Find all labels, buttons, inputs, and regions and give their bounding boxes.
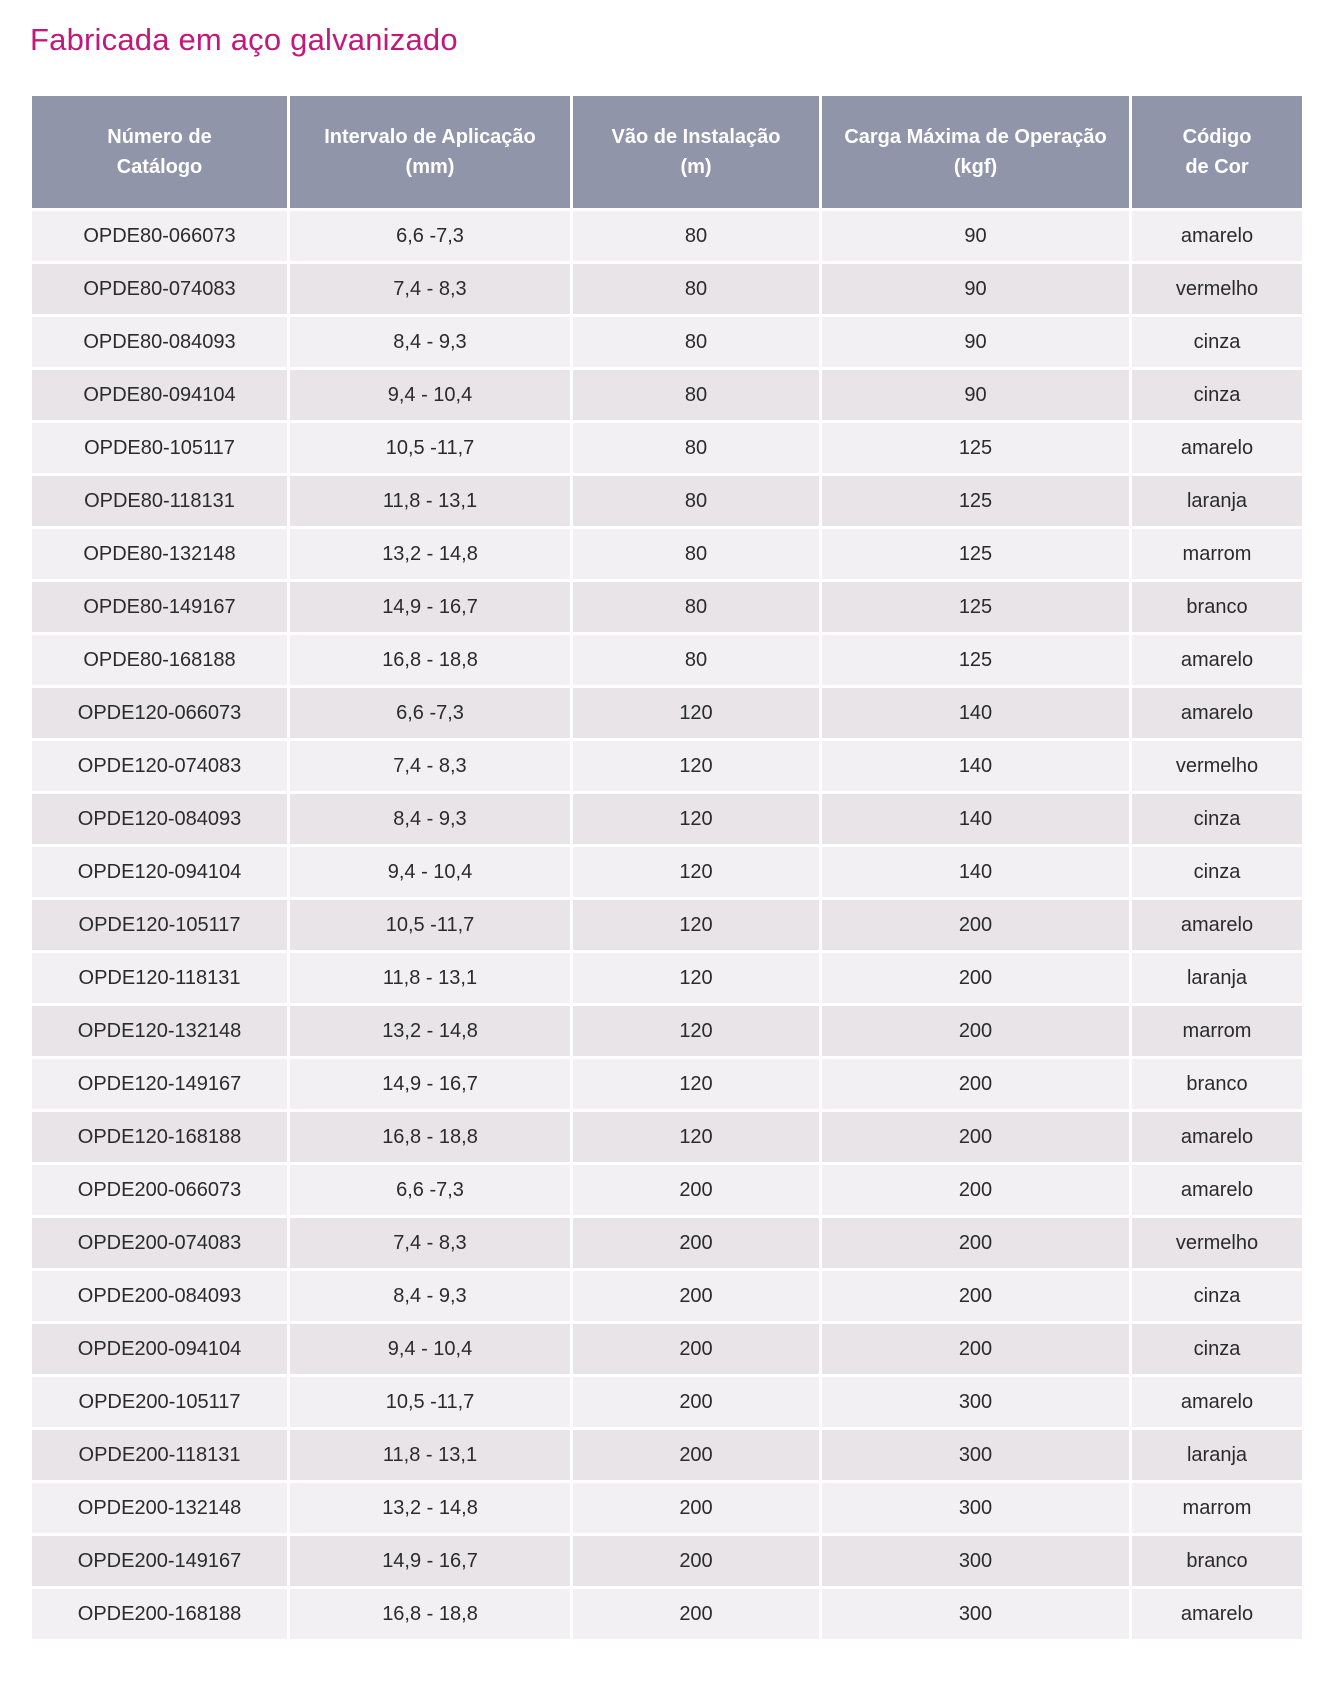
color-code-cell: amarelo — [1132, 635, 1302, 685]
installation-span-cell: 120 — [573, 741, 819, 791]
color-code-cell: amarelo — [1132, 423, 1302, 473]
color-code-cell: laranja — [1132, 476, 1302, 526]
color-code-cell: branco — [1132, 1059, 1302, 1109]
header-label-line: (mm) — [405, 156, 455, 178]
color-code-cell: cinza — [1132, 317, 1302, 367]
installation-span-cell: 120 — [573, 953, 819, 1003]
installation-span-cell: 80 — [573, 317, 819, 367]
max-load-cell: 300 — [822, 1483, 1129, 1533]
max-load-cell: 200 — [822, 1112, 1129, 1162]
max-load-cell: 140 — [822, 688, 1129, 738]
table-row — [32, 1377, 1302, 1427]
spec-table — [29, 93, 1305, 1642]
color-code-cell: branco — [1132, 582, 1302, 632]
installation-span-cell: 200 — [573, 1483, 819, 1533]
color-code-cell: laranja — [1132, 1430, 1302, 1480]
header-label-line: Número de — [107, 126, 212, 148]
max-load-cell: 90 — [822, 264, 1129, 314]
installation-span-cell: 80 — [573, 211, 819, 261]
installation-span-cell: 120 — [573, 688, 819, 738]
catalog-number-cell: OPDE80-074083 — [32, 264, 287, 314]
max-load-cell: 200 — [822, 900, 1129, 950]
header-label-line: Catálogo — [116, 156, 203, 178]
table-row — [32, 1324, 1302, 1374]
table-row — [32, 317, 1302, 367]
table-row — [32, 264, 1302, 314]
max-load-cell: 300 — [822, 1589, 1129, 1639]
color-code-cell: amarelo — [1132, 1589, 1302, 1639]
table-row — [32, 953, 1302, 1003]
color-code-cell: cinza — [1132, 370, 1302, 420]
catalog-number-cell: OPDE80-094104 — [32, 370, 287, 420]
catalog-number-cell: OPDE200-105117 — [32, 1377, 287, 1427]
max-load-cell: 90 — [822, 211, 1129, 261]
max-load-cell: 200 — [822, 1271, 1129, 1321]
catalog-number-cell: OPDE200-118131 — [32, 1430, 287, 1480]
catalog-number-cell: OPDE80-149167 — [32, 582, 287, 632]
max-load-cell: 140 — [822, 794, 1129, 844]
application-range-cell: 14,9 - 16,7 — [290, 1536, 570, 1586]
catalog-number-cell: OPDE200-168188 — [32, 1589, 287, 1639]
catalog-number-cell: OPDE120-066073 — [32, 688, 287, 738]
color-code-cell: cinza — [1132, 847, 1302, 897]
application-range-cell: 8,4 - 9,3 — [290, 1271, 570, 1321]
application-range-cell: 10,5 -11,7 — [290, 1377, 570, 1427]
catalog-number-cell: OPDE120-149167 — [32, 1059, 287, 1109]
color-code-cell: amarelo — [1132, 900, 1302, 950]
application-range-cell: 7,4 - 8,3 — [290, 1218, 570, 1268]
table-row — [32, 582, 1302, 632]
color-code-cell: marrom — [1132, 529, 1302, 579]
installation-span-cell: 80 — [573, 423, 819, 473]
application-range-cell: 16,8 - 18,8 — [290, 1112, 570, 1162]
max-load-cell: 140 — [822, 847, 1129, 897]
application-range-cell: 14,9 - 16,7 — [290, 582, 570, 632]
table-row — [32, 476, 1302, 526]
header-color-code — [1132, 96, 1302, 208]
installation-span-cell: 200 — [573, 1430, 819, 1480]
color-code-cell: vermelho — [1132, 741, 1302, 791]
max-load-cell: 140 — [822, 741, 1129, 791]
table-row — [32, 529, 1302, 579]
color-code-cell: marrom — [1132, 1006, 1302, 1056]
catalog-number-cell: OPDE200-149167 — [32, 1536, 287, 1586]
installation-span-cell: 120 — [573, 794, 819, 844]
table-body — [32, 211, 1302, 1639]
installation-span-cell: 200 — [573, 1218, 819, 1268]
application-range-cell: 13,2 - 14,8 — [290, 1006, 570, 1056]
catalog-number-cell: OPDE120-094104 — [32, 847, 287, 897]
application-range-cell: 11,8 - 13,1 — [290, 953, 570, 1003]
color-code-cell: vermelho — [1132, 264, 1302, 314]
catalog-number-cell: OPDE120-074083 — [32, 741, 287, 791]
table-row — [32, 1271, 1302, 1321]
table-row — [32, 370, 1302, 420]
table-row — [32, 688, 1302, 738]
header-label-line: Código — [1182, 126, 1252, 148]
installation-span-cell: 80 — [573, 370, 819, 420]
application-range-cell: 8,4 - 9,3 — [290, 794, 570, 844]
catalog-number-cell: OPDE200-084093 — [32, 1271, 287, 1321]
application-range-cell: 13,2 - 14,8 — [290, 529, 570, 579]
application-range-cell: 6,6 -7,3 — [290, 1165, 570, 1215]
table-row — [32, 211, 1302, 261]
application-range-cell: 10,5 -11,7 — [290, 423, 570, 473]
max-load-cell: 125 — [822, 476, 1129, 526]
installation-span-cell: 200 — [573, 1377, 819, 1427]
color-code-cell: amarelo — [1132, 1165, 1302, 1215]
application-range-cell: 6,6 -7,3 — [290, 688, 570, 738]
installation-span-cell: 120 — [573, 1059, 819, 1109]
page-title: Fabricada em aço galvanizado — [30, 22, 458, 57]
max-load-cell: 200 — [822, 1006, 1129, 1056]
max-load-cell: 90 — [822, 370, 1129, 420]
catalog-number-cell: OPDE80-168188 — [32, 635, 287, 685]
table-row — [32, 741, 1302, 791]
application-range-cell: 8,4 - 9,3 — [290, 317, 570, 367]
table-row — [32, 1589, 1302, 1639]
installation-span-cell: 200 — [573, 1536, 819, 1586]
max-load-cell: 125 — [822, 529, 1129, 579]
header-label-line: de Cor — [1185, 156, 1249, 178]
table-row — [32, 847, 1302, 897]
max-load-cell: 300 — [822, 1536, 1129, 1586]
table-row — [32, 1430, 1302, 1480]
max-load-cell: 200 — [822, 1059, 1129, 1109]
installation-span-cell: 80 — [573, 529, 819, 579]
color-code-cell: cinza — [1132, 794, 1302, 844]
catalog-number-cell: OPDE120-118131 — [32, 953, 287, 1003]
installation-span-cell: 120 — [573, 900, 819, 950]
max-load-cell: 125 — [822, 582, 1129, 632]
max-load-cell: 300 — [822, 1430, 1129, 1480]
color-code-cell: vermelho — [1132, 1218, 1302, 1268]
table-row — [32, 900, 1302, 950]
color-code-cell: marrom — [1132, 1483, 1302, 1533]
application-range-cell: 7,4 - 8,3 — [290, 741, 570, 791]
application-range-cell: 9,4 - 10,4 — [290, 370, 570, 420]
max-load-cell: 200 — [822, 953, 1129, 1003]
installation-span-cell: 80 — [573, 264, 819, 314]
header-label-line: (kgf) — [953, 156, 998, 178]
application-range-cell: 16,8 - 18,8 — [290, 635, 570, 685]
header-label-line: (m) — [680, 156, 712, 178]
table-row — [32, 1059, 1302, 1109]
table-row — [32, 1112, 1302, 1162]
application-range-cell: 11,8 - 13,1 — [290, 476, 570, 526]
application-range-cell: 6,6 -7,3 — [290, 211, 570, 261]
catalog-number-cell: OPDE80-132148 — [32, 529, 287, 579]
max-load-cell: 300 — [822, 1377, 1129, 1427]
table-row — [32, 1218, 1302, 1268]
installation-span-cell: 200 — [573, 1589, 819, 1639]
installation-span-cell: 200 — [573, 1271, 819, 1321]
header-label-line: Intervalo de Aplicação — [324, 126, 536, 148]
installation-span-cell: 80 — [573, 635, 819, 685]
max-load-cell: 200 — [822, 1324, 1129, 1374]
header-installation-span — [573, 96, 819, 208]
application-range-cell: 7,4 - 8,3 — [290, 264, 570, 314]
color-code-cell: amarelo — [1132, 1112, 1302, 1162]
catalog-number-cell: OPDE80-066073 — [32, 211, 287, 261]
table-row — [32, 1483, 1302, 1533]
installation-span-cell: 80 — [573, 582, 819, 632]
color-code-cell: amarelo — [1132, 211, 1302, 261]
application-range-cell: 9,4 - 10,4 — [290, 1324, 570, 1374]
application-range-cell: 14,9 - 16,7 — [290, 1059, 570, 1109]
installation-span-cell: 120 — [573, 1112, 819, 1162]
header-catalog-number — [32, 96, 287, 208]
max-load-cell: 200 — [822, 1218, 1129, 1268]
catalog-number-cell: OPDE80-084093 — [32, 317, 287, 367]
max-load-cell: 125 — [822, 423, 1129, 473]
header-max-load — [822, 96, 1129, 208]
color-code-cell: amarelo — [1132, 1377, 1302, 1427]
catalog-number-cell: OPDE120-132148 — [32, 1006, 287, 1056]
catalog-number-cell: OPDE120-084093 — [32, 794, 287, 844]
installation-span-cell: 200 — [573, 1165, 819, 1215]
catalog-number-cell: OPDE120-168188 — [32, 1112, 287, 1162]
color-code-cell: laranja — [1132, 953, 1302, 1003]
max-load-cell: 90 — [822, 317, 1129, 367]
color-code-cell: amarelo — [1132, 688, 1302, 738]
table-header — [32, 96, 1302, 208]
max-load-cell: 125 — [822, 635, 1129, 685]
application-range-cell: 11,8 - 13,1 — [290, 1430, 570, 1480]
catalog-number-cell: OPDE200-132148 — [32, 1483, 287, 1533]
catalog-number-cell: OPDE80-118131 — [32, 476, 287, 526]
table-row — [32, 635, 1302, 685]
color-code-cell: cinza — [1132, 1324, 1302, 1374]
catalog-number-cell: OPDE200-074083 — [32, 1218, 287, 1268]
catalog-number-cell: OPDE200-094104 — [32, 1324, 287, 1374]
installation-span-cell: 120 — [573, 847, 819, 897]
header-label-line: Vão de Instalação — [611, 126, 781, 148]
table-row — [32, 423, 1302, 473]
application-range-cell: 9,4 - 10,4 — [290, 847, 570, 897]
table-row — [32, 1536, 1302, 1586]
installation-span-cell: 200 — [573, 1324, 819, 1374]
max-load-cell: 200 — [822, 1165, 1129, 1215]
table-row — [32, 1165, 1302, 1215]
header-label-line: Carga Máxima de Operação — [844, 126, 1107, 148]
catalog-number-cell: OPDE200-066073 — [32, 1165, 287, 1215]
color-code-cell: cinza — [1132, 1271, 1302, 1321]
catalog-number-cell: OPDE80-105117 — [32, 423, 287, 473]
color-code-cell: branco — [1132, 1536, 1302, 1586]
table-row — [32, 1006, 1302, 1056]
header-row — [32, 96, 1302, 208]
installation-span-cell: 120 — [573, 1006, 819, 1056]
application-range-cell: 10,5 -11,7 — [290, 900, 570, 950]
catalog-number-cell: OPDE120-105117 — [32, 900, 287, 950]
application-range-cell: 13,2 - 14,8 — [290, 1483, 570, 1533]
installation-span-cell: 80 — [573, 476, 819, 526]
application-range-cell: 16,8 - 18,8 — [290, 1589, 570, 1639]
table-row — [32, 794, 1302, 844]
header-application-range — [290, 96, 570, 208]
